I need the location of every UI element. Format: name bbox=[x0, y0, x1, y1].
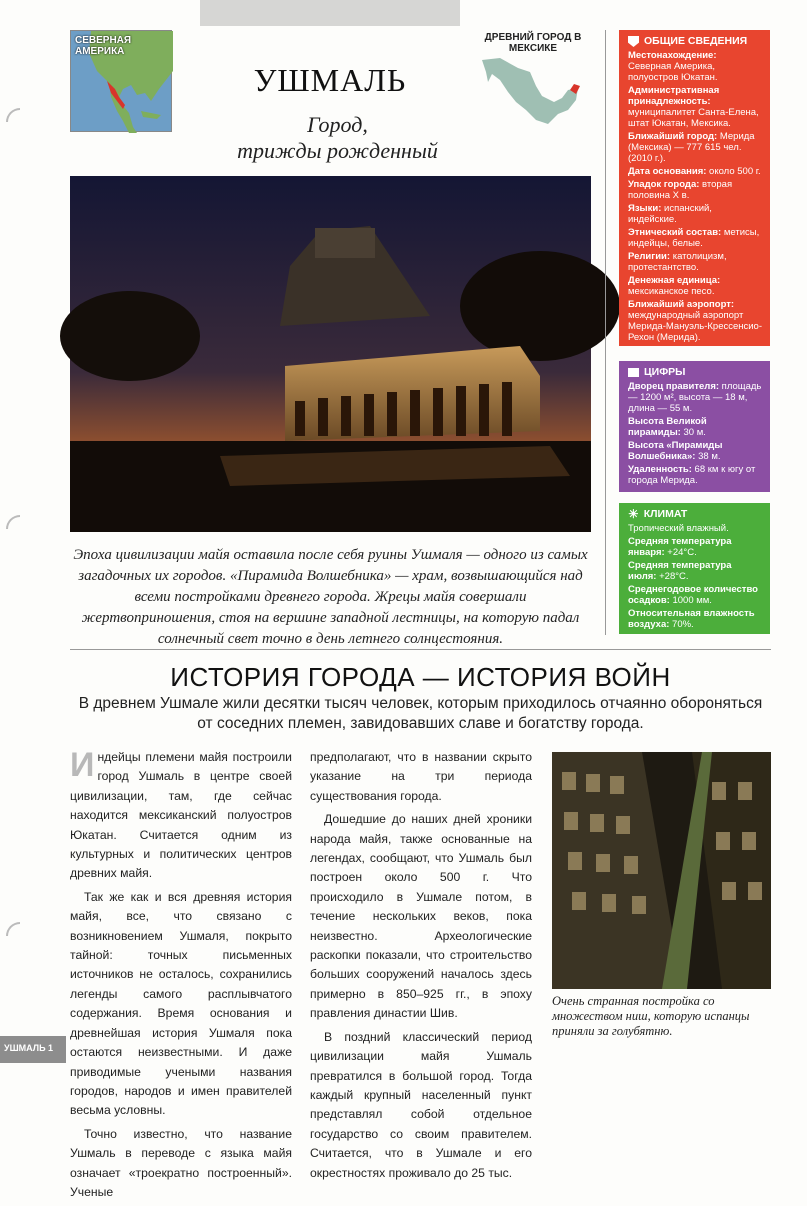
fact-item bbox=[628, 536, 762, 558]
map-label-region: СЕВЕРНАЯ АМЕРИКА bbox=[75, 35, 132, 57]
fact-item bbox=[628, 50, 762, 83]
fact-key: Денежная единица: bbox=[628, 275, 721, 286]
fact-item bbox=[628, 166, 762, 177]
fact-key: Удаленность: bbox=[628, 464, 692, 475]
fact-item bbox=[628, 179, 762, 201]
fact-key: Дата основания: bbox=[628, 166, 707, 177]
main-photo-caption: Эпоха цивилизации майя оставила после себя руины Ушмаля — одного из самых загадочных их городов. «Пирамида Волшебника» — храм, возвышающийся над всеми постройками древнего города. Жрецы майя совершали жертвоприношения, стоя на вершине западной лестницы, на которую падал солнечный свет точно в день летнего солнцестояния. bbox=[73, 547, 588, 647]
fact-key: Высота Великой пирамиды: bbox=[628, 416, 707, 438]
fact-key: Ближайший аэропорт: bbox=[628, 299, 735, 310]
article-paragraph: В поздний классический период цивилизации майя Ушмаль превратился в большой город. Тогда каждый крупный населенный пункт представлял собой отдельное государство со своим правителем. Считается, что в Ушмале и его окрестностях проживало до 25 тыс. bbox=[310, 1029, 532, 1180]
binder-hole bbox=[6, 922, 20, 936]
binder-hole bbox=[6, 515, 20, 529]
fact-value: площадь — 1200 м², высота — 18 м, длина — 55 м. bbox=[628, 381, 762, 414]
article-paragraph-text: ндейцы племени майя построили город Ушмаль в центре своей цивилизации, там, где сейчас находится мексиканский полуостров Юкатан. Считается одним из культурных и политических центров древних майя. bbox=[70, 750, 292, 881]
side-photo-caption: Очень странная постройка со множеством ниш, которую испанцы приняли за голубятню. bbox=[552, 994, 750, 1038]
figures-box bbox=[619, 361, 770, 492]
climate-title-text: КЛИМАТ bbox=[643, 508, 688, 520]
article-paragraph: предполагают, что в названии скрыто указание на три периода существования города. bbox=[310, 750, 532, 803]
article-paragraph: Так же как и вся древняя история майя, все, что связано с возникновением Ушмаля, покрыто тайной: точных письменных источников не осталось, сохранились легенды самого расплывчатого содержания. Время основания и древнейшая история Ушмаля пока остаются неизвестными. И даже приводимые учеными названия городов, народов и имен правителей весьма условны. bbox=[70, 889, 292, 1118]
map-label-country: ДРЕВНИЙ ГОРОД В МЕКСИКЕ bbox=[484, 32, 582, 54]
article-column-2 bbox=[310, 748, 532, 1187]
climate-title bbox=[628, 509, 762, 520]
fact-key: Языки: bbox=[628, 203, 662, 214]
section-divider bbox=[70, 649, 771, 650]
section-lead: В древнем Ушмале жили десятки тысяч человек, которым приходилось отчаянно обороняться от соседних племен, завидовавших славе и богатству города. bbox=[78, 695, 763, 732]
fact-value: 1000 мм. bbox=[669, 595, 712, 606]
general-info-box bbox=[619, 30, 770, 346]
climate-box bbox=[619, 503, 770, 634]
fact-item bbox=[628, 608, 762, 630]
page-title: УШМАЛЬ bbox=[253, 62, 407, 98]
fact-item bbox=[628, 131, 762, 164]
fact-value: 68 км к югу от города Мерида. bbox=[628, 464, 756, 486]
monitor-icon bbox=[628, 368, 639, 377]
figures-title-text: ЦИФРЫ bbox=[644, 366, 686, 378]
fact-value: испанский, индейские. bbox=[628, 203, 712, 225]
fact-value: 70%. bbox=[669, 619, 694, 630]
shield-icon bbox=[628, 36, 639, 47]
fact-value: Мерида (Мексика) — 777 615 чел. (2010 г.). bbox=[628, 131, 755, 164]
north-america-map bbox=[70, 30, 172, 132]
fact-item bbox=[628, 560, 762, 582]
fact-value: муниципалитет Санта-Елена, штат Юкатан, Мексика. bbox=[628, 107, 759, 129]
top-tab bbox=[200, 0, 460, 26]
climate-facts bbox=[628, 536, 762, 630]
fact-value: международный аэропорт Мерида-Мануэль-Крессенсио-Рехон (Мерида). bbox=[628, 310, 763, 343]
fact-value: мексиканское песо. bbox=[628, 286, 715, 297]
side-photo bbox=[552, 752, 771, 989]
fact-item bbox=[628, 584, 762, 606]
fact-key: Средняя температура июля: bbox=[628, 560, 732, 582]
fact-value: Северная Америка, полуостров Юкатан. bbox=[628, 61, 718, 83]
fact-key: Местонахождение: bbox=[628, 50, 717, 61]
footer-tab: УШМАЛЬ 1 bbox=[0, 1036, 66, 1063]
drop-cap: И bbox=[70, 746, 95, 784]
fact-key: Упадок города: bbox=[628, 179, 700, 190]
fact-key: Ближайший город: bbox=[628, 131, 718, 142]
fact-item bbox=[628, 85, 762, 129]
fact-key: Этнический состав: bbox=[628, 227, 722, 238]
fact-item bbox=[628, 227, 762, 249]
mexico-map bbox=[478, 52, 590, 132]
subtitle-line: трижды рожденный bbox=[237, 138, 438, 163]
fact-value: +28°C. bbox=[656, 571, 689, 582]
fact-item bbox=[628, 416, 762, 438]
column-divider bbox=[605, 30, 606, 635]
fact-key: Дворец правителя: bbox=[628, 381, 720, 392]
fact-value: 38 м. bbox=[695, 451, 721, 462]
sun-icon: ☀ bbox=[628, 507, 639, 521]
fact-key: Относительная влажность воздуха: bbox=[628, 608, 755, 630]
fact-key: Среднегодовое количество осадков: bbox=[628, 584, 758, 606]
page-subtitle bbox=[200, 112, 475, 164]
fact-value: 30 м. bbox=[680, 427, 706, 438]
fact-item bbox=[628, 381, 762, 414]
general-info-title bbox=[628, 36, 762, 47]
fact-key: Религии: bbox=[628, 251, 671, 262]
article-column-1 bbox=[70, 748, 292, 1206]
main-photo bbox=[70, 176, 591, 532]
article-paragraph bbox=[70, 748, 292, 884]
fact-value: католицизм, протестантство. bbox=[628, 251, 727, 273]
general-info-title-text: ОБЩИЕ СВЕДЕНИЯ bbox=[644, 35, 748, 47]
section-heading: ИСТОРИЯ ГОРОДА — ИСТОРИЯ ВОЙН bbox=[170, 662, 671, 692]
fact-item bbox=[628, 440, 762, 462]
fact-item bbox=[628, 299, 762, 343]
article-paragraph: Точно известно, что название Ушмаль в переводе с языка майя означает «троекратно построенный». Ученые bbox=[70, 1126, 292, 1199]
subtitle-line: Город, bbox=[307, 112, 368, 137]
fact-value: вторая половина X в. bbox=[628, 179, 733, 201]
fact-value: около 500 г. bbox=[706, 166, 761, 177]
general-info-facts bbox=[628, 50, 762, 343]
binder-hole bbox=[6, 108, 20, 122]
fact-item bbox=[628, 275, 762, 297]
fact-value: метисы, индейцы, белые. bbox=[628, 227, 760, 249]
article-paragraph: Дошедшие до наших дней хроники народа майя, также основанные на легендах, сообщают, что Ушмаль был построен около 500 г. Что происходило в Ушмале потом, в течение нескольких веков, пока неизвестно. Археологические раскопки показали, что строительство больших сооружений началось здесь примерно в 850–925 гг., в эпоху правления династии Шив. bbox=[310, 812, 532, 1021]
fact-key: Высота «Пирамиды Волшебника»: bbox=[628, 440, 723, 462]
fact-item bbox=[628, 203, 762, 225]
fact-key: Средняя температура января: bbox=[628, 536, 732, 558]
fact-item bbox=[628, 251, 762, 273]
figures-facts bbox=[628, 381, 762, 486]
fact-value: +24°C. bbox=[664, 547, 697, 558]
fact-key: Административная принадлежность: bbox=[628, 85, 720, 107]
fact-item bbox=[628, 464, 762, 486]
climate-intro: Тропический влажный. bbox=[628, 523, 729, 534]
figures-title bbox=[628, 367, 762, 378]
